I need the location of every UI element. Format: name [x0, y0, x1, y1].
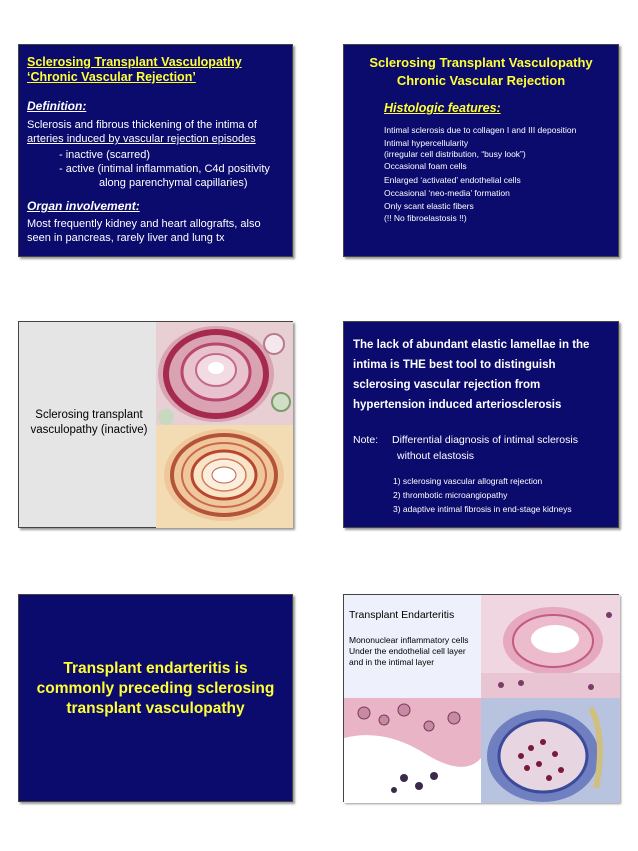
definition-heading: Definition:: [27, 99, 87, 113]
slide-inactive-vasculopathy-images: [18, 321, 293, 528]
slide-elastic-lamellae-differential: [343, 321, 619, 528]
slide2-title-line2: Chronic Vascular Rejection: [396, 73, 566, 88]
differential-item: 1) sclerosing vascular allograft rejection: [393, 476, 543, 486]
differential-item: 2) thrombotic microangiopathy: [393, 490, 508, 500]
note-label: Note:: [353, 434, 379, 446]
key-statement-line: sclerosing vascular rejection from: [353, 379, 541, 391]
feature-item: Intimal sclerosis due to collagen I and III deposition: [384, 125, 577, 135]
note-line2: without elastosis: [397, 450, 475, 462]
organ-heading: Organ involvement:: [27, 199, 140, 213]
histology-image-elastic-stain: [156, 322, 293, 425]
note-line1: Differential diagnosis of intimal sclerosis: [392, 434, 578, 446]
statement-line: transplant vasculopathy: [66, 700, 245, 717]
feature-item: Intimal hypercellularity: [384, 138, 469, 148]
definition-line: - inactive (scarred): [59, 149, 151, 161]
slide2-title-line1: Sclerosing Transplant Vasculopathy: [369, 55, 593, 70]
histology-image-artery-pink: [481, 595, 620, 698]
definition-line: arteries induced by vascular rejection episodes: [27, 133, 256, 145]
organ-line: Most frequently kidney and heart allografts, also: [27, 218, 261, 230]
feature-item: Occasional foam cells: [384, 161, 467, 171]
slide-transplant-endarteritis: [343, 594, 619, 802]
endarteritis-text-box: [344, 595, 481, 698]
histology-image-inflammatory-cells: [344, 698, 481, 803]
slide6-line: Mononuclear inflammatory cells: [349, 635, 469, 645]
key-statement-line: intima is THE best tool to distinguish: [353, 359, 556, 371]
statement-line: Transplant endarteritis is: [63, 660, 248, 677]
statement-line: commonly preceding sclerosing: [36, 680, 275, 697]
feature-item: (!! No fibroelastosis !!): [384, 213, 467, 223]
slide1-title-line1: Sclerosing Transplant Vasculopathy: [27, 55, 242, 69]
slide-histologic-features: [343, 44, 619, 257]
definition-line: along parenchymal capillaries): [99, 177, 248, 189]
slide6-line: Under the endothelial cell layer: [349, 646, 466, 656]
slide6-title: Transplant Endarteritis: [349, 609, 455, 621]
histologic-heading: Histologic features:: [384, 101, 501, 115]
feature-item: Occasional ‘neo-media’ formation: [384, 188, 510, 198]
histology-image-trichrome: [481, 698, 620, 803]
differential-item: 3) adaptive intimal fibrosis in end-stage kidneys: [393, 504, 572, 514]
slide6-line: and in the intimal layer: [349, 657, 435, 667]
slide-endarteritis-statement: [18, 594, 293, 802]
organ-line: seen in pancreas, rarely liver and lung tx: [27, 232, 225, 244]
definition-line: - active (intimal inflammation, C4d positivity: [59, 163, 270, 175]
slide3-caption: [23, 408, 155, 438]
caption-line2: vasculopathy (inactive): [30, 424, 148, 436]
slide-chronic-vascular-rejection-definition: [18, 44, 293, 257]
feature-item: Enlarged ‘activated’ endothelial cells: [384, 175, 521, 185]
feature-item: (irregular cell distribution, “busy look”): [384, 149, 526, 159]
key-statement-line: The lack of abundant elastic lamellae in the: [353, 339, 590, 351]
slide1-title-line2: ‘Chronic Vascular Rejection’: [27, 70, 196, 84]
caption-line1: Sclerosing transplant: [35, 409, 143, 421]
histology-image-he-stain: [156, 425, 293, 528]
definition-line: Sclerosis and fibrous thickening of the intima of: [27, 119, 257, 131]
feature-item: Only scant elastic fibers: [384, 201, 474, 211]
key-statement-line: hypertension induced arteriosclerosis: [353, 399, 562, 411]
